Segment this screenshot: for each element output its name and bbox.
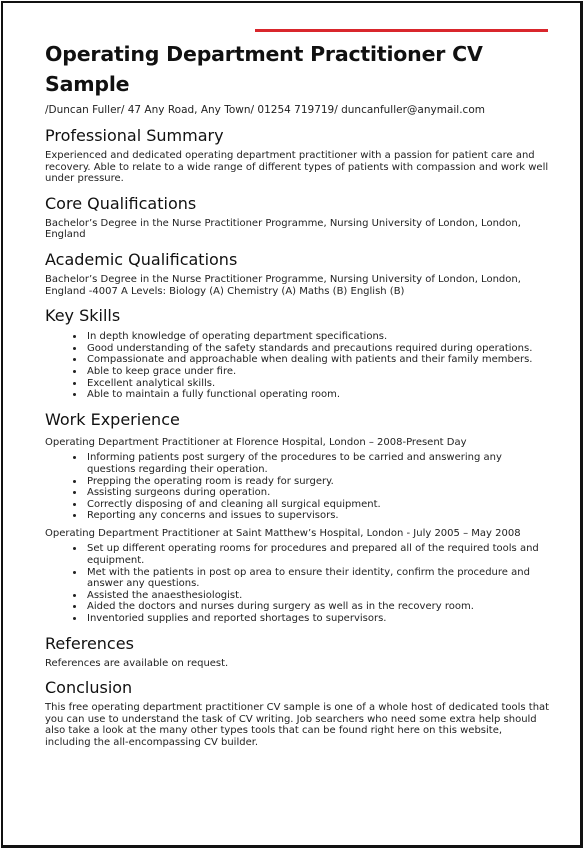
job-entry [45, 528, 550, 625]
list-item: • Prepping the operating room is ready for surgery. [85, 476, 550, 488]
academic-heading: Academic Qualifications [45, 249, 238, 269]
skills-list [45, 331, 550, 401]
list-item: • In depth knowledge of operating department specifications. [85, 331, 550, 343]
references-text: References are available on request. [45, 657, 229, 669]
list-item: • Assisted the anaesthesiologist. [85, 590, 550, 602]
skills-heading: Key Skills [45, 306, 121, 326]
job-duties-list [45, 543, 550, 624]
list-item: • Reporting any concerns and issues to supervisors. [85, 510, 550, 522]
list-item: • Informing patients post surgery of the procedures to be carried and answering any questions regarding their operation. [85, 452, 550, 475]
conclusion-heading: Conclusion [45, 678, 133, 698]
conclusion-text: This free operating department practitioner CV sample is one of a whole host of dedicated tools that you can use to understand the task of CV writing. Job searchers who need some extra help should also take a look at the many other types tools that can be found right here on this website, including the all-encompassing CV builder. [45, 702, 550, 748]
list-item: • Excellent analytical skills. [85, 378, 550, 390]
list-item: • Met with the patients in post op area to ensure their identity, confirm the procedure and answer any questions. [85, 567, 550, 590]
list-item: • Able to maintain a fully functional operating room. [85, 389, 550, 401]
list-item: • Compassionate and approachable when dealing with patients and their family members. [85, 354, 550, 366]
accent-bar [255, 29, 548, 32]
core-text: Bachelor’s Degree in the Nurse Practitioner Programme, Nursing University of London, London, England [45, 217, 521, 241]
job-title: Operating Department Practitioner at Florence Hospital, London – 2008-Present Day [45, 436, 467, 448]
list-item: • Aided the doctors and nurses during surgery as well as in the recovery room. [85, 601, 550, 613]
list-item: • Set up different operating rooms for procedures and prepared all of the required tools and equipment. [85, 543, 550, 566]
list-item: • Assisting surgeons during operation. [85, 487, 550, 499]
list-item: • Inventoried supplies and reported shortages to supervisors. [85, 613, 550, 625]
academic-text: Bachelor’s Degree in the Nurse Practitioner Programme, Nursing University of London, London, England -4007 A Levels: Biology (A) Chemistry (A) Maths (B) English (B) [45, 273, 521, 297]
list-item: • Correctly disposing of and cleaning all surgical equipment. [85, 499, 550, 511]
references-heading: References [45, 633, 134, 653]
cv-page [1, 1, 583, 848]
core-heading: Core Qualifications [45, 193, 197, 213]
summary-heading: Professional Summary [45, 126, 224, 145]
work-heading: Work Experience [45, 409, 180, 429]
job-title: Operating Department Practitioner at Saint Matthew’s Hospital, London - July 2005 – May 2008 [45, 527, 521, 539]
page-title: Operating Department Practitioner CV Sample [45, 42, 483, 96]
list-item: • Able to keep grace under fire. [85, 366, 550, 378]
summary-text: Experienced and dedicated operating department practitioner with a passion for patient care and recovery. Able to relate to a wide range of different types of patients with compassion and work well under pressure. [45, 150, 549, 185]
list-item: • Good understanding of the safety standards and precautions required during operations. [85, 343, 550, 355]
contact-line: /Duncan Fuller/ 47 Any Road, Any Town/ 01254 719719/ duncanfuller@anymail.com [45, 104, 485, 116]
job-entry [45, 437, 550, 522]
job-duties-list [45, 452, 550, 522]
cv-content [45, 39, 550, 749]
